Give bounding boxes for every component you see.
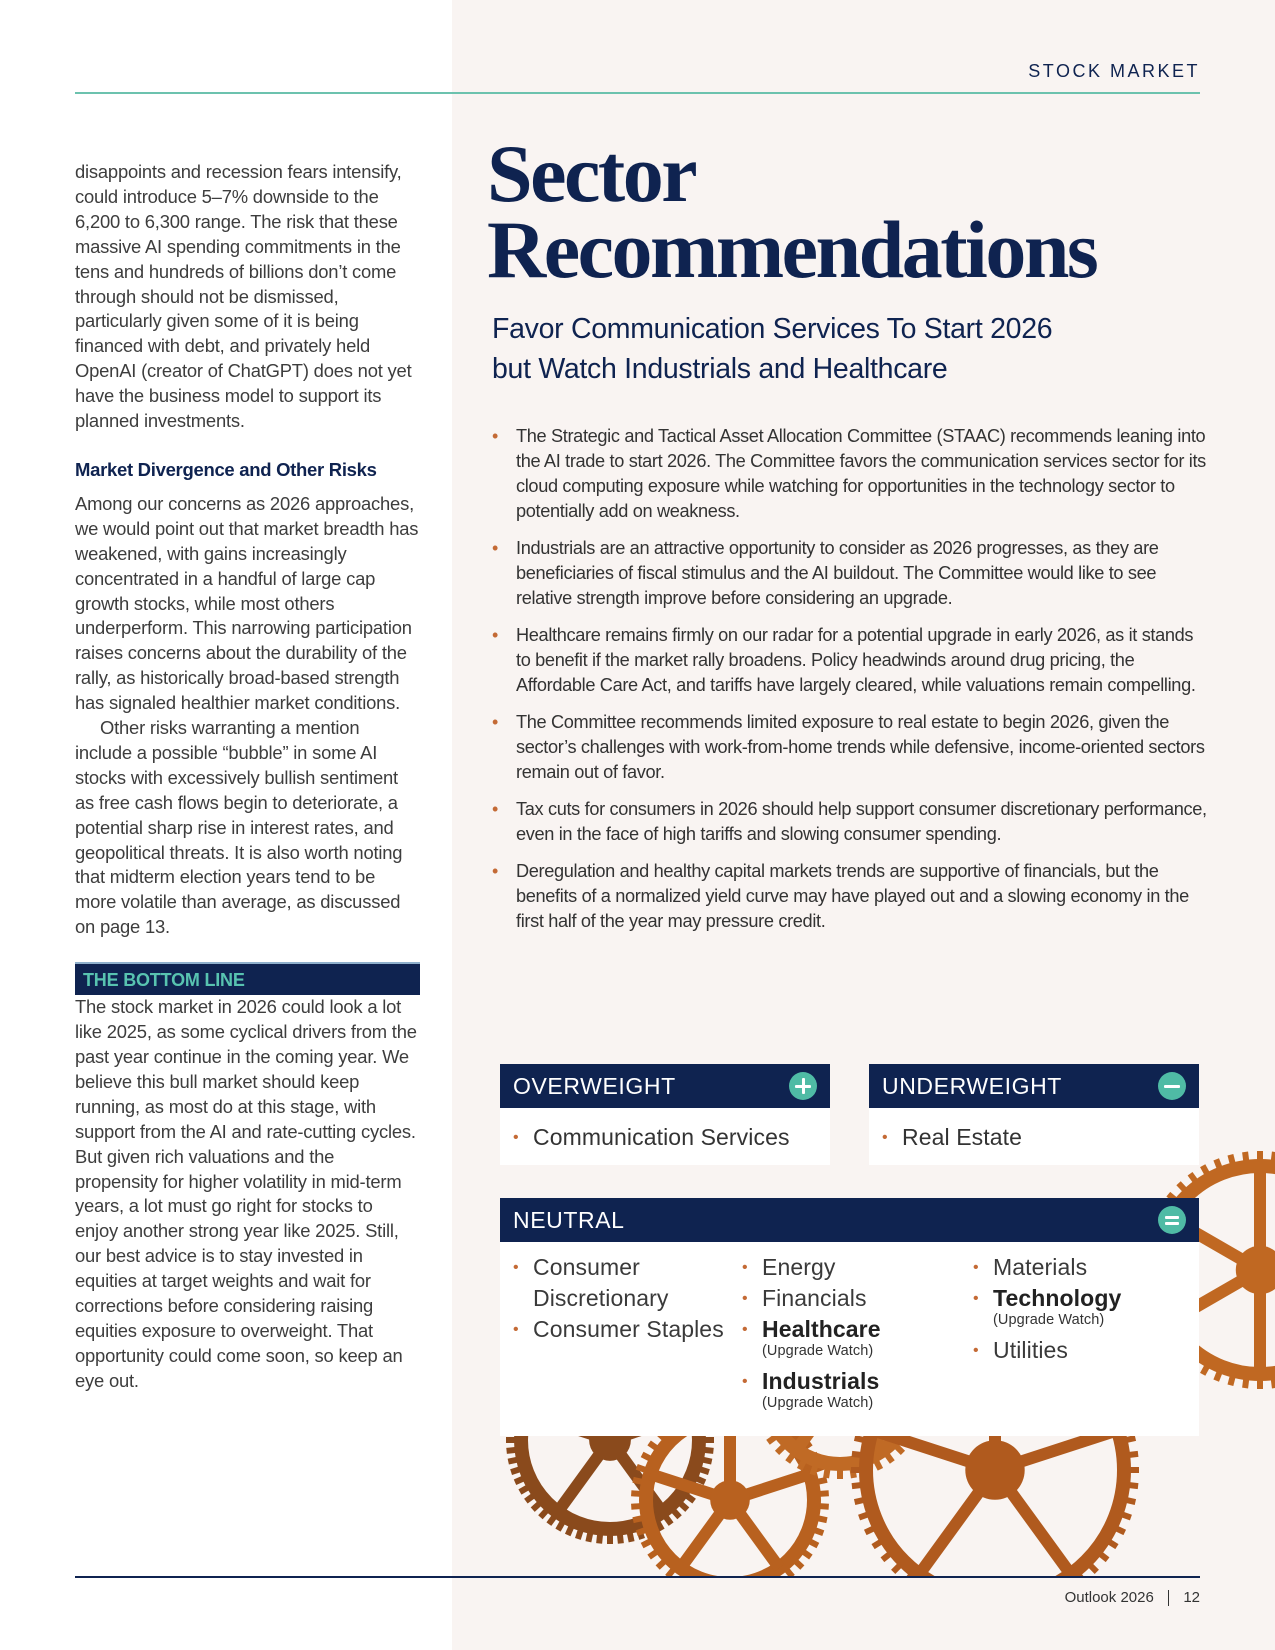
intro-paragraph: disappoints and recession fears intensify, could introduce 5–7% downside to the 6,200 to 6,300 range. The risk that these massive AI spending commitments in the tens and hundreds of billions don’t come through should not be dismissed, particularly given some of it is being financed with debt, and privately held OpenAI (creator of ChatGPT) does not yet have the business model to support its planned investments. xyxy=(75,161,412,432)
page-number: 12 xyxy=(1183,1589,1200,1606)
underweight-box xyxy=(869,1064,1199,1165)
neutral-item-upgrade-watch: • Technology (Upgrade Watch) xyxy=(973,1283,1173,1329)
minus-circle-icon xyxy=(1158,1072,1186,1100)
bullet-item xyxy=(492,797,1207,847)
overweight-list xyxy=(500,1108,830,1153)
bullet-dot-icon: • xyxy=(882,1129,888,1146)
bullet-dot-icon: • xyxy=(742,1259,748,1276)
footer-divider xyxy=(75,1576,1200,1578)
neutral-box xyxy=(500,1198,1199,1436)
bullet-item xyxy=(492,859,1207,934)
header-divider xyxy=(75,92,1200,94)
bullet-dot-icon: • xyxy=(973,1290,979,1307)
bullet-text: Tax cuts for consumers in 2026 should help support consumer discretionary performance, even in the face of high tariffs and slowing consumer spending. xyxy=(516,799,1207,844)
overweight-label: OVERWEIGHT xyxy=(513,1072,676,1099)
neutral-item: • Financials xyxy=(742,1283,973,1314)
subtitle-line-1: Favor Communication Services To Start 2026 xyxy=(492,313,1053,345)
equals-circle-icon xyxy=(1158,1206,1186,1234)
neutral-item-upgrade-watch: • Healthcare (Upgrade Watch) xyxy=(742,1314,973,1360)
bullet-text: The Strategic and Tactical Asset Allocation Committee (STAAC) recommends leaning into the AI trade to start 2026. The Committee favors the communication services sector for its cloud computing exposure while watching for opportunities in the technology sector to potentially add on weakness. xyxy=(516,426,1206,521)
bullet-dot-icon: • xyxy=(492,712,498,732)
bullet-dot-icon: • xyxy=(492,861,498,881)
recommendation-bullets xyxy=(492,424,1207,946)
neutral-item: • Consumer Staples xyxy=(513,1314,742,1345)
bullet-item xyxy=(492,424,1207,524)
bullet-dot-icon: • xyxy=(513,1129,519,1146)
divergence-paragraph: Among our concerns as 2026 approaches, we would point out that market breadth has weakened, with gains increasingly concentrated in a handful of large cap growth stocks, while most others underperform. This narrowing participation raises concerns about the durability of the rally, as historically broad-based strength has signaled healthier market conditions. xyxy=(75,492,419,714)
neutral-column-2 xyxy=(742,1252,973,1418)
subheading: Market Divergence and Other Risks xyxy=(75,458,377,480)
bullet-item xyxy=(492,536,1207,611)
overweight-item: • Communication Services xyxy=(513,1122,817,1153)
left-column xyxy=(75,160,420,1394)
bullet-dot-icon: • xyxy=(973,1342,979,1359)
bottom-line-text: The stock market in 2026 could look a lot like 2025, as some cyclical drivers from the past year continue in the coming year. We believe this bull market should keep running, as most do at this stage, with support from the AI and rate-cutting cycles. But given rich valuations and the propensity for higher volatility in mid-term years, a lot must go right for stocks to enjoy another strong year like 2025. Still, our best advice is to stay invested in equities at target weights and wait for corrections before considering raising equities exposure to overweight. That opportunity could come soon, so keep an eye out. xyxy=(75,996,417,1391)
bullet-dot-icon: • xyxy=(513,1259,519,1276)
underweight-item: • Real Estate xyxy=(882,1122,1186,1153)
underweight-list xyxy=(869,1108,1199,1153)
underweight-header xyxy=(869,1064,1199,1108)
bullet-dot-icon: • xyxy=(973,1259,979,1276)
bullet-dot-icon: • xyxy=(492,538,498,558)
title-line-2: Recommendations xyxy=(487,204,1097,295)
other-risks-paragraph: Other risks warranting a mention include a possible “bubble” in some AI stocks with excessively bullish sentiment as free cash flows begin to deteriorate, a potential sharp rise in interest rates, and geopolitical threats. It is also worth noting that midterm election years tend to be more volatile than average, as discussed on page 13. xyxy=(75,717,403,938)
bullet-dot-icon: • xyxy=(742,1290,748,1307)
bullet-dot-icon: • xyxy=(492,799,498,819)
overweight-header xyxy=(500,1064,830,1108)
subtitle-line-2: but Watch Industrials and Healthcare xyxy=(492,353,948,385)
neutral-item: • Energy xyxy=(742,1252,973,1283)
bullet-dot-icon: • xyxy=(513,1321,519,1338)
bullet-dot-icon: • xyxy=(492,426,498,446)
bullet-item xyxy=(492,710,1207,785)
neutral-column-3 xyxy=(973,1252,1173,1418)
bottom-line-title: THE BOTTOM LINE xyxy=(83,970,245,991)
neutral-label: NEUTRAL xyxy=(513,1206,625,1233)
bullet-text: Healthcare remains firmly on our radar for a potential upgrade in early 2026, as it stands to benefit if the market rally broadens. Policy headwinds around drug pricing, the Affordable Care Act, and tariffs have largely cleared, while valuations remain compelling. xyxy=(516,625,1196,695)
upgrade-watch-note: (Upgrade Watch) xyxy=(762,1343,874,1359)
bullet-text: Industrials are an attractive opportunity to consider as 2026 progresses, as they are beneficiaries of fiscal stimulus and the AI buildout. The Committee would like to see relative strength improve before considering an upgrade. xyxy=(516,538,1159,608)
upgrade-watch-note: (Upgrade Watch) xyxy=(762,1395,874,1411)
publication-name: Outlook 2026 xyxy=(1064,1589,1154,1606)
bullet-text: The Committee recommends limited exposure to real estate to begin 2026, given the sector’s challenges with work-from-home trends while defensive, income-oriented sectors remain out of favor. xyxy=(516,712,1205,782)
neutral-column-1 xyxy=(513,1252,742,1418)
bullet-item xyxy=(492,623,1207,698)
plus-circle-icon xyxy=(789,1072,817,1100)
page-subtitle xyxy=(492,309,1052,389)
section-label: STOCK MARKET xyxy=(1028,61,1200,81)
bullet-dot-icon: • xyxy=(742,1373,748,1390)
neutral-columns xyxy=(500,1242,1199,1418)
neutral-item-upgrade-watch: • Industrials (Upgrade Watch) xyxy=(742,1366,973,1412)
upgrade-watch-note: (Upgrade Watch) xyxy=(993,1312,1105,1328)
footer-separator xyxy=(1168,1590,1170,1606)
neutral-header xyxy=(500,1198,1199,1242)
underweight-label: UNDERWEIGHT xyxy=(882,1072,1062,1099)
bottom-line-header xyxy=(75,962,420,995)
neutral-item: • Consumer Discretionary xyxy=(513,1254,669,1311)
page-footer xyxy=(1065,1589,1200,1606)
neutral-item: • Utilities xyxy=(973,1335,1173,1366)
bullet-dot-icon: • xyxy=(742,1321,748,1338)
bullet-dot-icon: • xyxy=(492,625,498,645)
page-title xyxy=(487,128,1097,295)
overweight-box xyxy=(500,1064,830,1165)
title-line-1: Sector xyxy=(487,128,696,219)
bullet-text: Deregulation and healthy capital markets trends are supportive of financials, but the benefits of a normalized yield curve may have played out and a slowing economy in the first half of the year may pressure credit. xyxy=(516,861,1189,931)
neutral-item: • Materials xyxy=(973,1252,1173,1283)
